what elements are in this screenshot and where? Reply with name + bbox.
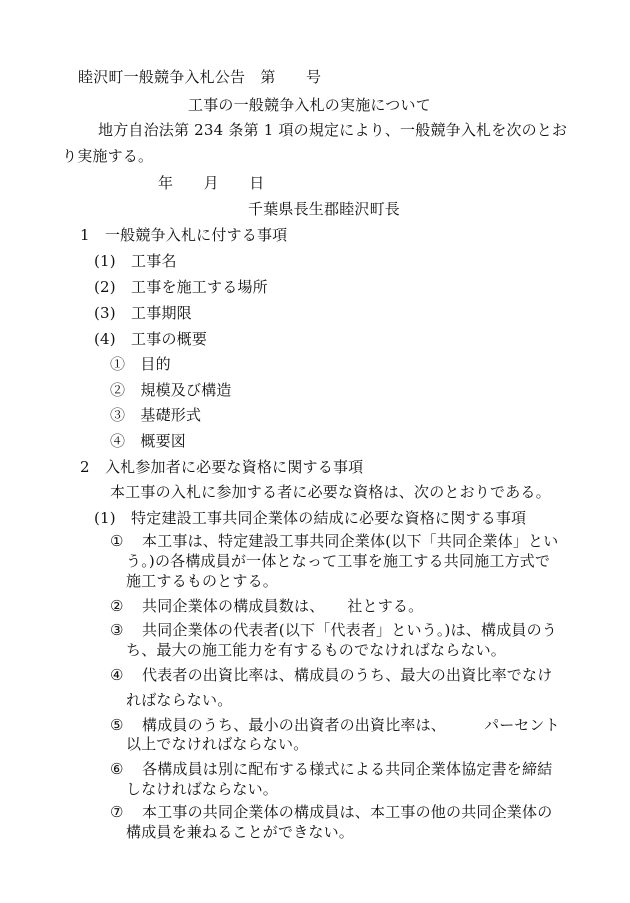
clause-line: 各構成員は別に配布する様式による共同企業体協定書を締結	[142, 760, 553, 778]
clause-number: ⑥	[110, 760, 124, 778]
clause-line: 代表者の出資比率は、構成員のうち、最大の出資比率でなけ	[142, 666, 553, 684]
clause-number: ⑤	[110, 716, 124, 734]
section1-heading: 1 一般競争入札に付する事項	[80, 226, 288, 244]
clause-line: ればならない。	[126, 691, 233, 709]
section1-subitem: ③ 基礎形式	[110, 406, 202, 424]
section2-intro: 本工事の入札に参加する者に必要な資格は、次のとおりである。	[110, 483, 551, 501]
date-line: 年 月 日	[158, 174, 265, 192]
clause-number: ②	[110, 597, 124, 615]
clause-line: 以上でなければならない。	[126, 735, 309, 753]
section1-item: (2) 工事を施工する場所	[94, 278, 268, 296]
intro-line-1: 地方自治法第 234 条第 1 項の規定により、一般競争入札を次のとお	[98, 121, 568, 139]
clause-number: ①	[110, 532, 124, 550]
section2-heading: 2 入札参加者に必要な資格に関する事項	[80, 458, 364, 476]
page-title: 工事の一般競争入札の実施について	[188, 96, 431, 114]
clause-line: 構成員のうち、最小の出資者の出資比率は、 パーセント	[142, 716, 560, 734]
clause-line: う。)の各構成員が一体となって工事を施工する共同施工方式で	[126, 552, 551, 570]
clause-line: 施工するものとする。	[126, 572, 279, 590]
clause-number: ③	[110, 621, 124, 639]
section1-subitem: ① 目的	[110, 355, 171, 373]
clause-number: ⑦	[110, 803, 124, 821]
clause-line: 本工事の共同企業体の構成員は、本工事の他の共同企業体の	[142, 803, 553, 821]
section1-subitem: ④ 概要図	[110, 432, 187, 450]
clause-line: 共同企業体の構成員数は、 社とする。	[142, 597, 424, 615]
issuer-line: 千葉県長生郡睦沢町長	[248, 200, 401, 218]
clause-line: ち、最大の施工能力を有するものでなければならない。	[126, 641, 507, 659]
clause-line: 構成員を兼ねることができない。	[126, 823, 355, 841]
section1-subitem: ② 規模及び構造	[110, 381, 232, 399]
section2-item-1: (1) 特定建設工事共同企業体の結成に必要な資格に関する事項	[94, 509, 527, 527]
section1-item: (3) 工事期限	[94, 304, 192, 322]
section1-item: (4) 工事の概要	[94, 330, 208, 348]
notice-number-line: 睦沢町一般競争入札公告 第 号	[78, 68, 322, 86]
intro-line-2: り実施する。	[62, 147, 154, 165]
clause-line: 共同企業体の代表者(以下「代表者」という。)は、構成員のう	[142, 621, 558, 639]
clause-number: ④	[110, 666, 124, 684]
section1-item: (1) 工事名	[94, 252, 177, 270]
clause-line: しなければならない。	[126, 780, 279, 798]
clause-line: 本工事は、特定建設工事共同企業体(以下「共同企業体」とい	[142, 532, 559, 550]
